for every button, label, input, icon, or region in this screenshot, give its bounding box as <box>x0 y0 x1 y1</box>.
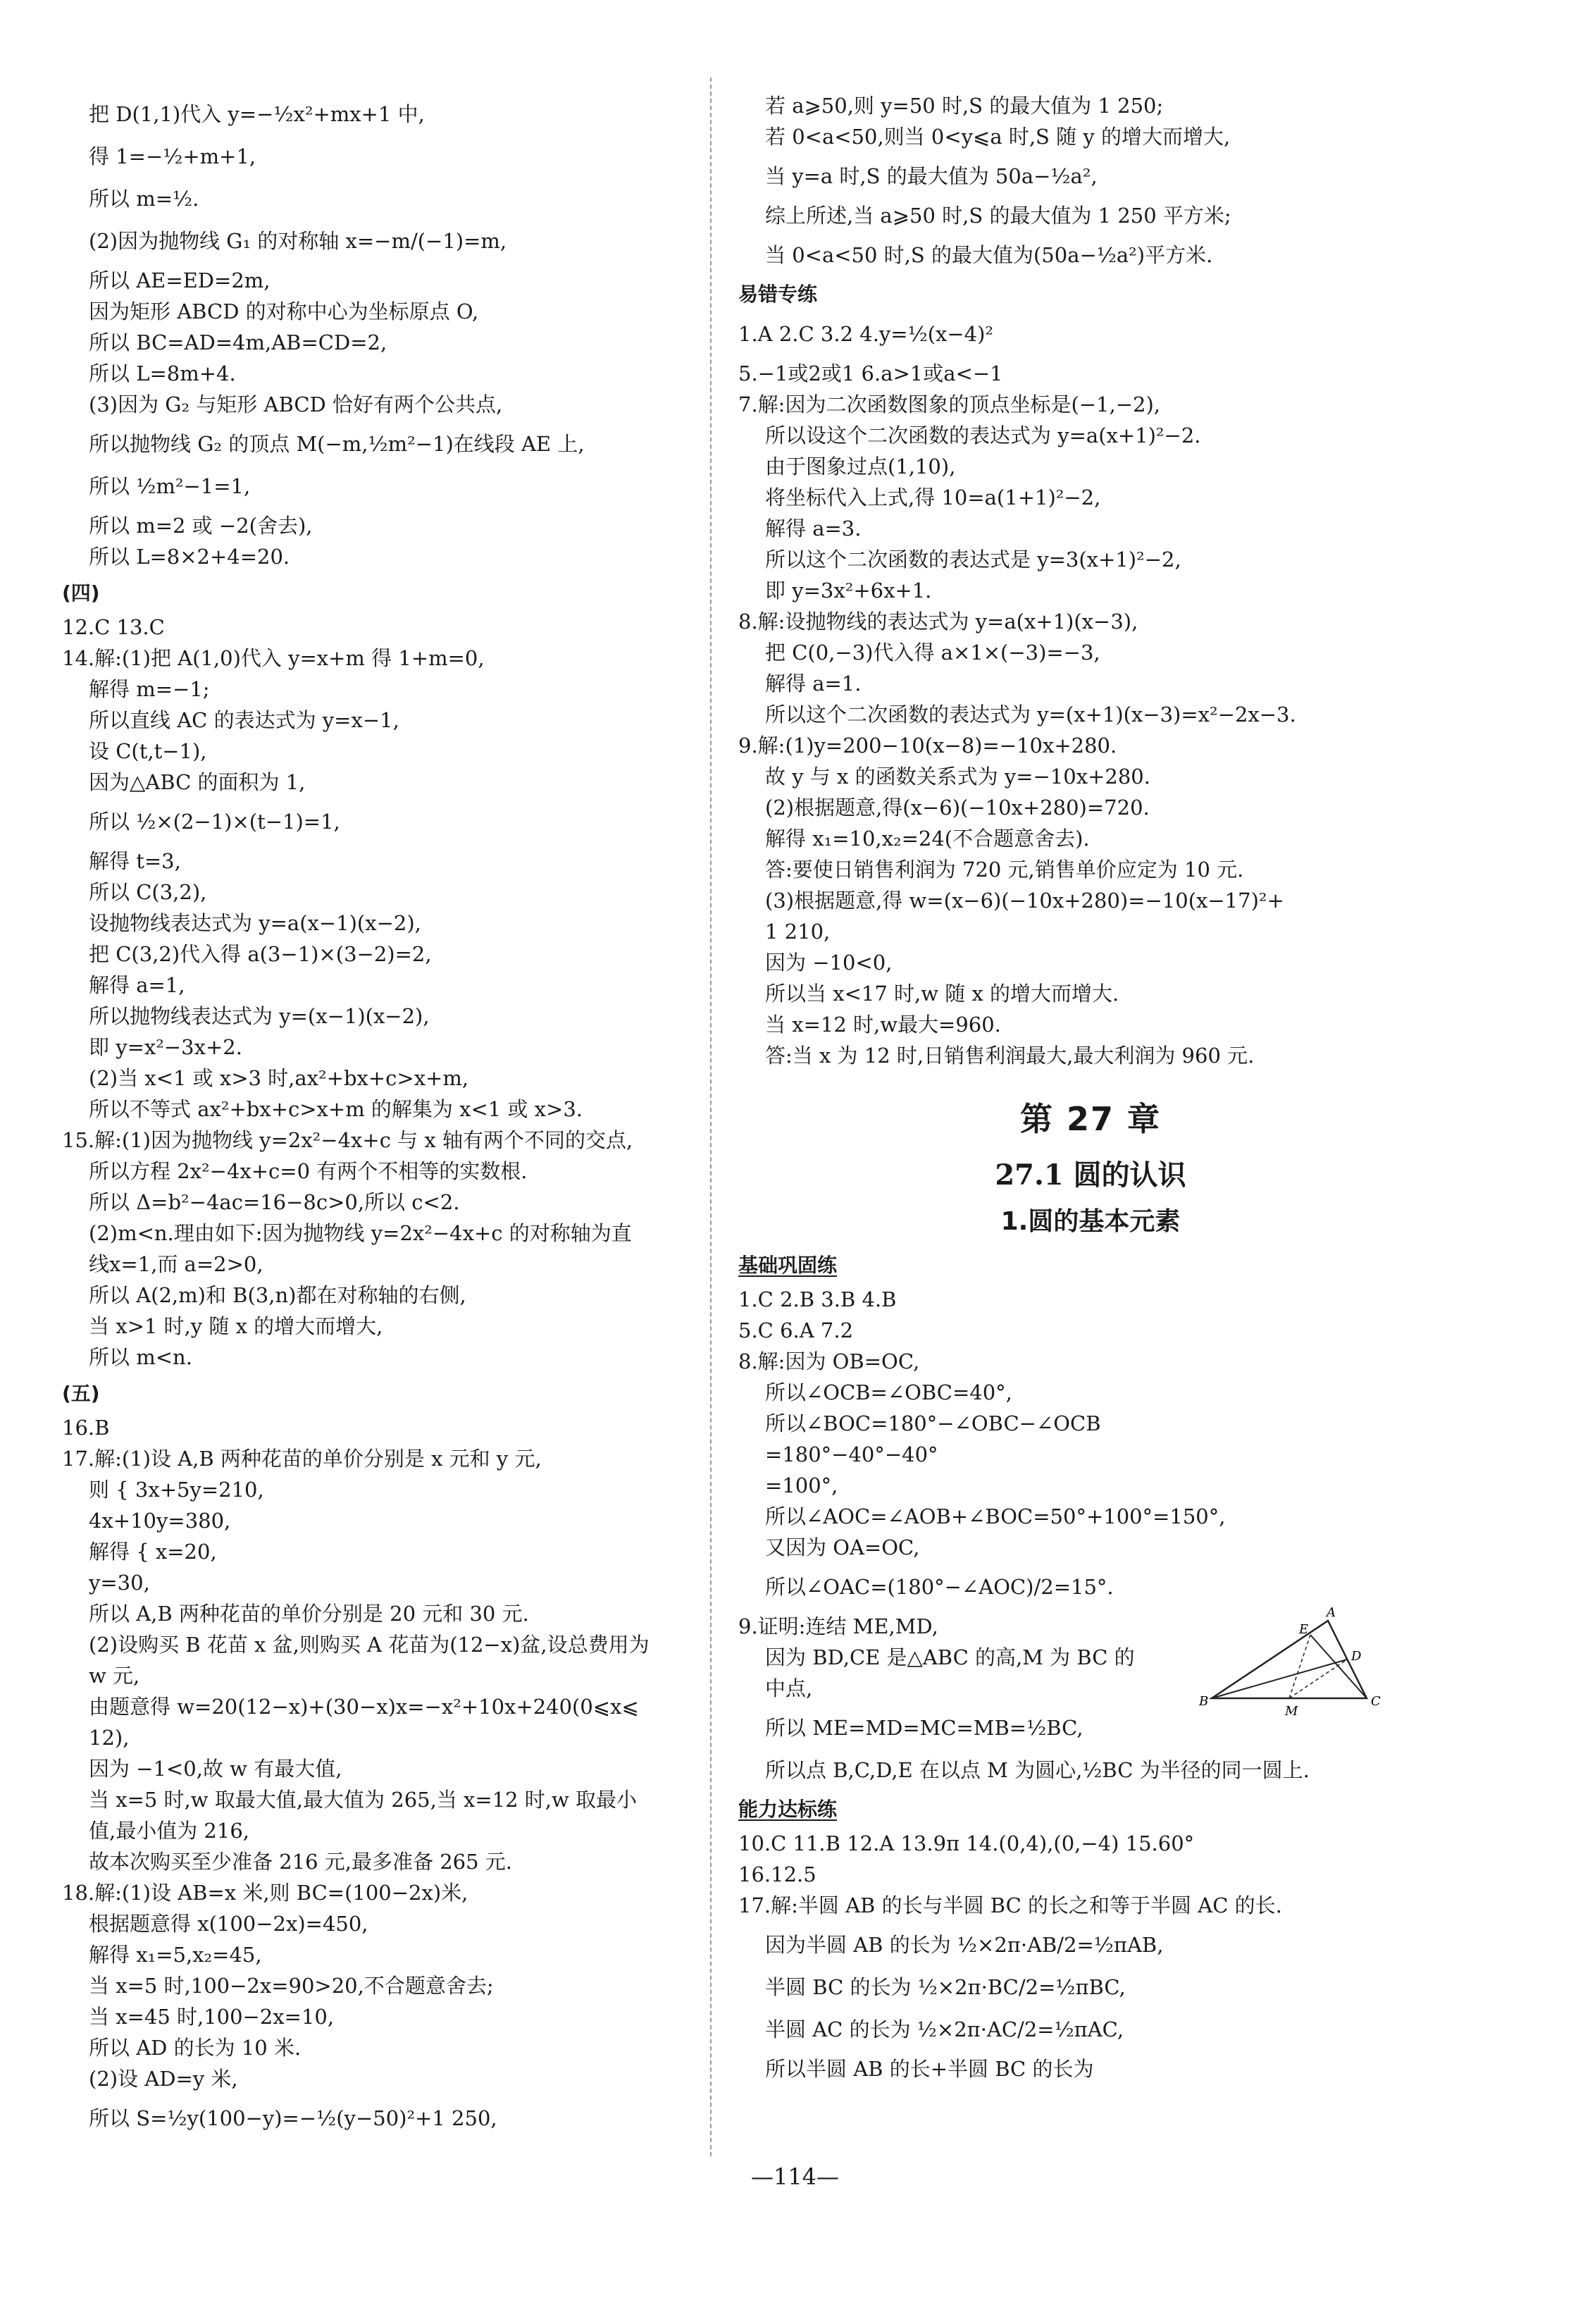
text-line: 所以 A,B 两种花苗的单价分别是 20 元和 30 元. <box>89 1602 529 1626</box>
text-line: 所以不等式 ax²+bx+c>x+m 的解集为 x<1 或 x>3. <box>89 1097 583 1121</box>
section-heading: 易错专练 <box>738 283 818 306</box>
text-line: 所以 Δ=b²−4ac=16−8c>0,所以 c<2. <box>89 1190 460 1214</box>
text-line: 当 x=5 时,100−2x=90>20,不合题意舍去; <box>89 1974 494 1998</box>
text-line: 解得 a=1, <box>89 973 185 997</box>
text-line: (3)根据题意,得 w=(x−6)(−10x+280)=−10(x−17)²+ <box>765 889 1284 913</box>
right-column <box>738 90 1443 2084</box>
text-line: 所以 AD 的长为 10 米. <box>89 2036 302 2060</box>
text-line: 半圆 AC 的长为 ½×2π·AC/2=½πAC, <box>765 2017 1124 2041</box>
label-e: E <box>1299 1622 1309 1637</box>
text-line: 所以 A(2,m)和 B(3,n)都在对称轴的右侧, <box>89 1283 466 1307</box>
text-line: 因为半圆 AB 的长为 ½×2π·AB/2=½πAB, <box>765 1933 1164 1957</box>
text-line: 4x+10y=380, <box>89 1509 231 1533</box>
text-line: 故本次购买至少准备 216 元,最多准备 265 元. <box>89 1850 513 1874</box>
text-line: 所以点 B,C,D,E 在以点 M 为圆心,½BC 为半径的同一圆上. <box>765 1758 1310 1782</box>
section-heading: (五) <box>62 1382 100 1405</box>
text-line: 所以 BC=AD=4m,AB=CD=2, <box>89 330 387 354</box>
text-line: 所以 L=8×2+4=20. <box>89 545 290 569</box>
text-line: 16.B <box>62 1416 110 1440</box>
text-line: 所以方程 2x²−4x+c=0 有两个不相等的实数根. <box>89 1159 528 1183</box>
text-line: 根据题意得 x(100−2x)=450, <box>89 1912 368 1936</box>
section-heading: 能力达标练 <box>738 1798 838 1821</box>
text-line: 综上所述,当 a⩾50 时,S 的最大值为 1 250 平方米; <box>765 204 1231 228</box>
text-line: 18.解:(1)设 AB=x 米,则 BC=(100−2x)米, <box>62 1881 468 1905</box>
text-line: (2)m<n.理由如下:因为抛物线 y=2x²−4x+c 的对称轴为直 <box>89 1221 632 1245</box>
text-line: (2)设购买 B 花苗 x 盆,则购买 A 花苗为(12−x)盆,设总费用为 <box>89 1633 650 1657</box>
text-line: 解得 m=−1; <box>89 677 210 701</box>
text-line: 所以 m=2 或 −2(舍去), <box>89 514 313 538</box>
text-line: 8.解:设抛物线的表达式为 y=a(x+1)(x−3), <box>738 610 1138 633</box>
text-line: 所以 m<n. <box>89 1345 192 1369</box>
text-line: 当 x=45 时,100−2x=10, <box>89 2005 335 2029</box>
text-line: 解得 a=1. <box>765 672 862 696</box>
text-line: 所以 C(3,2), <box>89 880 207 904</box>
text-line: (3)因为 G₂ 与矩形 ABCD 恰好有两个公共点, <box>89 393 503 416</box>
label-m: M <box>1285 1704 1298 1719</box>
label-d: D <box>1351 1649 1362 1664</box>
text-line: 线x=1,而 a=2>0, <box>89 1252 263 1276</box>
text-line: 答:要使日销售利润为 720 元,销售单价应定为 10 元. <box>765 858 1244 882</box>
text-line: 所以∠OCB=∠OBC=40°, <box>765 1380 1012 1404</box>
text-line: 12.C 13.C <box>62 615 165 639</box>
text-line: 7.解:因为二次函数图象的顶点坐标是(−1,−2), <box>738 393 1161 416</box>
text-line: 所以 ½m²−1=1, <box>89 474 251 498</box>
triangle-abc <box>1212 1621 1367 1698</box>
text-line: 即 y=x²−3x+2. <box>89 1035 242 1059</box>
text-line: (2)根据题意,得(x−6)(−10x+280)=720. <box>765 796 1150 820</box>
text-line: 因为 −10<0, <box>765 951 893 975</box>
triangle-figure <box>1198 1607 1388 1719</box>
text-line: (2)因为抛物线 G₁ 的对称轴 x=−m/(−1)=m, <box>89 229 507 253</box>
text-line: 所以这个二次函数的表达式是 y=3(x+1)²−2, <box>765 548 1181 571</box>
altitude-ce <box>1310 1635 1367 1698</box>
text-line: 12), <box>89 1726 130 1750</box>
segment-md <box>1289 1659 1347 1698</box>
text-line: 当 0<a<50 时,S 的最大值为(50a−½a²)平方米. <box>765 243 1213 267</box>
text-line: 所以直线 AC 的表达式为 y=x−1, <box>89 708 399 732</box>
text-line: 所以 S=½y(100−y)=−½(y−50)²+1 250, <box>89 2106 497 2130</box>
text-line: 9.证明:连结 ME,MD, <box>738 1614 938 1638</box>
text-line: 5.C 6.A 7.2 <box>738 1318 854 1342</box>
text-line: (2)当 x<1 或 x>3 时,ax²+bx+c>x+m, <box>89 1066 469 1090</box>
text-line: 把 C(3,2)代入得 a(3−1)×(3−2)=2, <box>89 942 432 966</box>
text-line: 1.A 2.C 3.2 4.y=½(x−4)² <box>738 322 994 346</box>
text-line: 1 210, <box>765 920 831 944</box>
text-line: 解得 x₁=5,x₂=45, <box>89 1943 262 1967</box>
text-line: 当 x=5 时,w 取最大值,最大值为 265,当 x=12 时,w 取最小 <box>89 1788 638 1812</box>
chapter-title: 第 27 章 <box>1019 1100 1162 1138</box>
left-column <box>62 90 682 2142</box>
text-line: (2)设 AD=y 米, <box>89 2067 238 2091</box>
text-line: 所以 AE=ED=2m, <box>89 268 271 292</box>
text-line: y=30, <box>89 1571 150 1595</box>
section-heading: 基础巩固练 <box>738 1254 838 1277</box>
right-column-top <box>738 90 1443 1071</box>
text-line: 所以∠BOC=180°−∠OBC−∠OCB <box>765 1411 1101 1435</box>
label-c: C <box>1371 1694 1381 1709</box>
text-line: 所以设这个二次函数的表达式为 y=a(x+1)²−2. <box>765 424 1201 447</box>
text-line: 由于图象过点(1,10), <box>765 455 956 478</box>
text-line: w 元, <box>89 1664 140 1688</box>
text-line: 因为 BD,CE 是△ABC 的高,M 为 BC 的 <box>765 1645 1135 1669</box>
text-line: 当 x>1 时,y 随 x 的增大而增大, <box>89 1314 383 1338</box>
text-line: 把 C(0,−3)代入得 a×1×(−3)=−3, <box>765 641 1100 665</box>
text-line: 又因为 OA=OC, <box>765 1535 920 1559</box>
text-line: 得 1=−½+m+1, <box>89 144 256 168</box>
section-heading: (四) <box>62 581 100 605</box>
text-line: 14.解:(1)把 A(1,0)代入 y=x+m 得 1+m=0, <box>62 646 485 670</box>
text-line: 解得 a=3. <box>765 517 862 540</box>
page-number: —114— <box>750 2163 840 2190</box>
text-line: 解得 t=3, <box>89 849 181 873</box>
text-line: =100°, <box>765 1473 838 1497</box>
text-line: 16.12.5 <box>738 1862 816 1886</box>
text-line: 所以∠AOC=∠AOB+∠BOC=50°+100°=150°, <box>765 1504 1226 1528</box>
text-line: 8.解:因为 OB=OC, <box>738 1349 920 1373</box>
text-line: =180°−40°−40° <box>765 1442 938 1466</box>
text-line: 将坐标代入上式,得 10=a(1+1)²−2, <box>765 486 1101 509</box>
text-line: 17.解:(1)设 A,B 两种花苗的单价分别是 x 元和 y 元, <box>62 1447 542 1471</box>
text-line: 值,最小值为 216, <box>89 1819 250 1843</box>
text-line: 当 x=12 时,w最大=960. <box>765 1013 1001 1037</box>
text-line: 因为 −1<0,故 w 有最大值, <box>89 1757 342 1781</box>
text-line: 故 y 与 x 的函数关系式为 y=−10x+280. <box>765 765 1150 789</box>
text-line: 由题意得 w=20(12−x)+(30−x)x=−x²+10x+240(0⩽x⩽ <box>89 1695 639 1719</box>
text-line: 5.−1或2或1 6.a>1或a<−1 <box>738 361 1003 385</box>
text-line: 17.解:半圆 AB 的长与半圆 BC 的长之和等于半圆 AC 的长. <box>738 1893 1282 1917</box>
section-title: 27.1 圆的认识 <box>995 1158 1186 1192</box>
text-line: 所以当 x<17 时,w 随 x 的增大而增大. <box>765 982 1119 1006</box>
text-line: 中点, <box>765 1676 813 1700</box>
text-line: 15.解:(1)因为抛物线 y=2x²−4x+c 与 x 轴有两个不同的交点, <box>62 1128 633 1152</box>
text-line: 9.解:(1)y=200−10(x−8)=−10x+280. <box>738 734 1117 758</box>
text-line: 所以这个二次函数的表达式为 y=(x+1)(x−3)=x²−2x−3. <box>765 703 1296 727</box>
text-line: 所以 ME=MD=MC=MB=½BC, <box>765 1716 1083 1740</box>
text-line: 设抛物线表达式为 y=a(x−1)(x−2), <box>89 911 421 935</box>
text-line: 所以∠OAC=(180°−∠AOC)/2=15°. <box>765 1575 1114 1599</box>
text-line: 即 y=3x²+6x+1. <box>765 579 932 602</box>
text-line: 所以 ½×(2−1)×(t−1)=1, <box>89 810 340 834</box>
text-line: 设 C(t,t−1), <box>89 739 207 763</box>
text-line: 1.C 2.B 3.B 4.B <box>738 1287 897 1311</box>
text-line: 所以抛物线 G₂ 的顶点 M(−m,½m²−1)在线段 AE 上, <box>89 432 585 456</box>
text-line: 所以抛物线表达式为 y=(x−1)(x−2), <box>89 1004 430 1028</box>
text-line: 若 a⩾50,则 y=50 时,S 的最大值为 1 250; <box>765 94 1164 118</box>
text-line: 10.C 11.B 12.A 13.9π 14.(0,4),(0,−4) 15.60° <box>738 1831 1195 1855</box>
text-line: 则 { 3x+5y=210, <box>89 1478 264 1502</box>
text-line: 解得 { x=20, <box>89 1540 217 1564</box>
text-line: 因为△ABC 的面积为 1, <box>89 770 306 794</box>
text-line: 答:当 x 为 12 时,日销售利润最大,最大利润为 960 元. <box>765 1044 1255 1068</box>
text-line: 半圆 BC 的长为 ½×2π·BC/2=½πBC, <box>765 1975 1126 1999</box>
text-line: 当 y=a 时,S 的最大值为 50a−½a², <box>765 164 1098 188</box>
text-line: 所以半圆 AB 的长+半圆 BC 的长为 <box>765 2057 1094 2081</box>
text-line: 解得 x₁=10,x₂=24(不合题意舍去). <box>765 827 1090 851</box>
text-line: 把 D(1,1)代入 y=−½x²+mx+1 中, <box>89 102 425 126</box>
text-line: 所以 m=½. <box>89 187 199 211</box>
subsection-title: 1.圆的基本元素 <box>1000 1207 1181 1236</box>
text-line: 所以 L=8m+4. <box>89 361 236 385</box>
text-line: 若 0<a<50,则当 0<y⩽a 时,S 随 y 的增大而增大, <box>765 125 1231 149</box>
text-line: 因为矩形 ABCD 的对称中心为坐标原点 O, <box>89 299 479 323</box>
altitude-bd <box>1212 1659 1347 1698</box>
column-divider <box>710 78 712 2156</box>
label-b: B <box>1199 1694 1209 1709</box>
label-a: A <box>1327 1607 1336 1620</box>
